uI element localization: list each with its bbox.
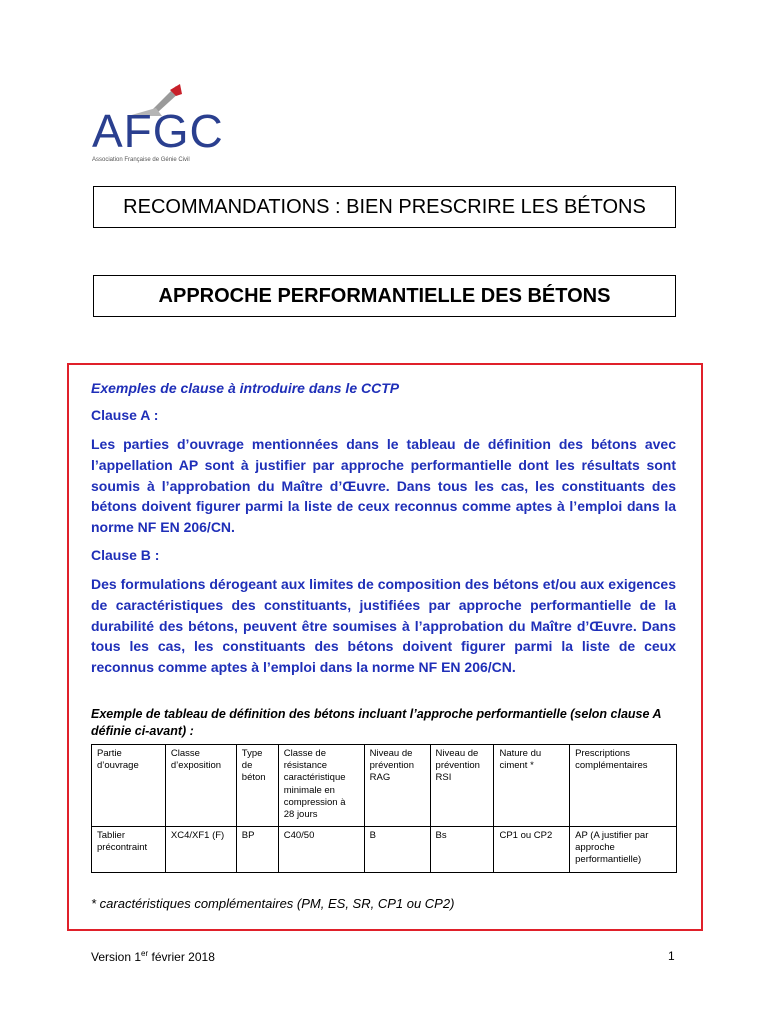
clause-intro: Exemples de clause à introduire dans le CCTP — [91, 380, 400, 396]
table-header-cell: Classe de résistance caractéristique minimale en compression à 28 jours — [278, 745, 364, 827]
version-prefix: Version 1 — [91, 950, 142, 964]
table-cell: B — [364, 827, 430, 873]
table-header-cell: Partie d’ouvrage — [92, 745, 166, 827]
page-number: 1 — [668, 949, 675, 963]
logo-text: AFGC — [92, 105, 224, 157]
table-cell: XC4/XF1 (F) — [165, 827, 236, 873]
clause-a-label: Clause A : — [91, 407, 159, 423]
table-row — [92, 827, 677, 873]
table-header-cell: Prescriptions complémentaires — [570, 745, 677, 827]
table-cell: BP — [236, 827, 278, 873]
table-footnote: * caractéristiques complémentaires (PM, ES, SR, CP1 ou CP2) — [91, 896, 455, 911]
table-cell: AP (A justifier par approche performantielle) — [570, 827, 677, 873]
table-header-cell: Type de béton — [236, 745, 278, 827]
version-footer — [91, 949, 215, 964]
table-cell: Bs — [430, 827, 494, 873]
version-suffix: février 2018 — [148, 950, 215, 964]
table-header-cell: Nature du ciment * — [494, 745, 570, 827]
clause-b-text: Des formulations dérogeant aux limites de composition des bétons et/ou aux exigences de caractéristiques des constituants, justifiées par approche performantielle de la durabilité des bétons, peuvent être soumises à l’approbation du Maître d’Œuvre. Dans tous les cas, les constituants des bétons doivent figurer parmi la liste de ceux reconnus comme aptes à l’emploi dans la norme NF EN 206/CN. — [91, 576, 676, 676]
version-sup: er — [141, 949, 149, 958]
table-header-row — [92, 745, 677, 827]
table-cell: C40/50 — [278, 827, 364, 873]
table-header-cell: Niveau de prévention RAG — [364, 745, 430, 827]
document-title: RECOMMANDATIONS : BIEN PRESCRIRE LES BÉTONS — [93, 186, 676, 228]
table-cell: Tablier précontraint — [92, 827, 166, 873]
logo-subtitle: Association Française de Génie Civil — [92, 157, 190, 163]
table-header-cell: Classe d’exposition — [165, 745, 236, 827]
table-header-cell: Niveau de prévention RSI — [430, 745, 494, 827]
clause-a-text: Les parties d’ouvrage mentionnées dans le tableau de définition des bétons avec l’appellation AP sont à justifier par approche performantielle dont les résultats sont soumis à l’approbation du Maître d’Œuvre. Dans tous les cas, les constituants des bétons doivent figurer parmi la liste de ceux reconnus comme aptes à l’emploi dans la norme NF EN 206/CN. — [91, 436, 676, 536]
concrete-definition-table — [91, 744, 677, 873]
table-cell: CP1 ou CP2 — [494, 827, 570, 873]
clause-b-label: Clause B : — [91, 547, 160, 563]
afgc-logo — [88, 82, 224, 172]
table-caption: Exemple de tableau de définition des bétons incluant l’approche performantielle (selon clause A définie ci-avant) : — [91, 707, 662, 738]
document-subtitle: APPROCHE PERFORMANTIELLE DES BÉTONS — [93, 275, 676, 317]
